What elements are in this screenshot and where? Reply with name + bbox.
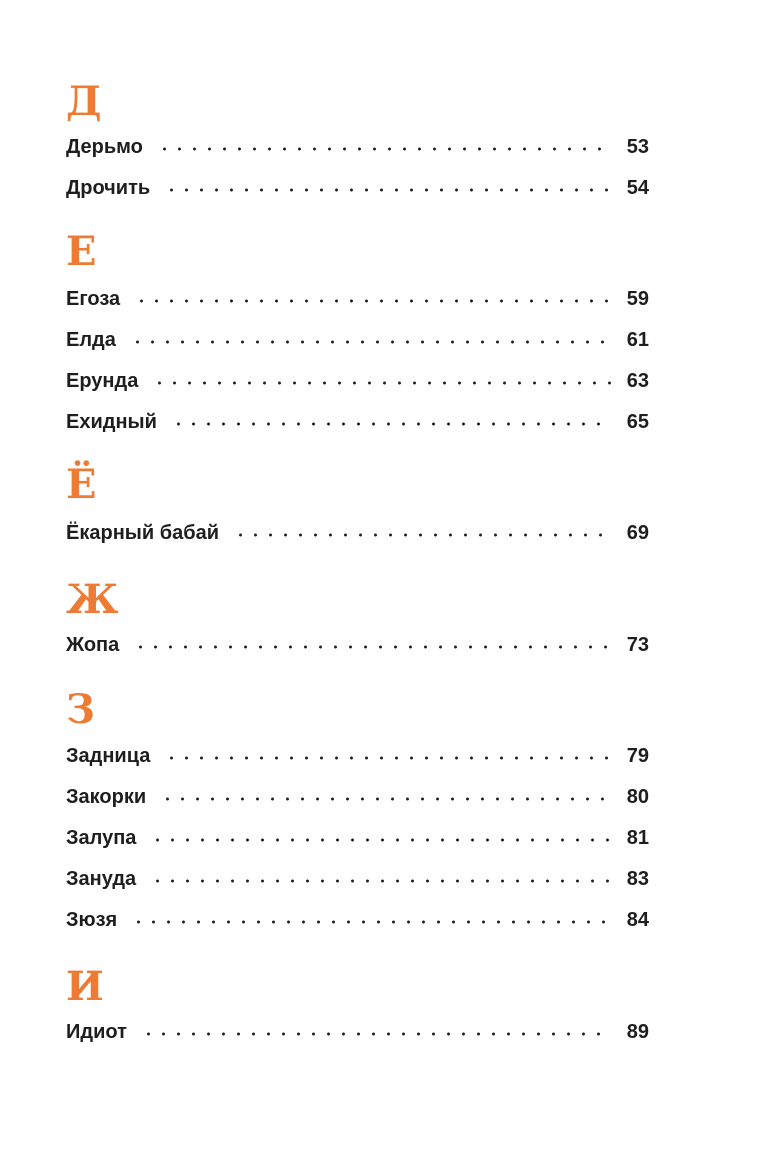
index-entry[interactable] — [66, 907, 649, 933]
entry-page-number: 84 — [626, 908, 649, 931]
index-entry[interactable] — [66, 632, 649, 658]
dot-leader — [141, 1032, 611, 1036]
entry-term: Задница — [66, 744, 151, 767]
index-entry[interactable] — [66, 175, 649, 201]
section-letter: И — [66, 963, 104, 1010]
index-entry[interactable] — [66, 134, 649, 160]
dot-leader — [164, 188, 611, 192]
index-entry[interactable] — [66, 520, 649, 546]
entry-term: Зануда — [66, 867, 137, 890]
entry-term: Дрочить — [66, 176, 151, 199]
entry-page-number: 83 — [626, 867, 649, 890]
entry-page-number: 89 — [626, 1020, 649, 1043]
section-letter: З — [66, 686, 95, 733]
entry-page-number: 73 — [626, 633, 649, 656]
entry-term: Зюзя — [66, 908, 118, 931]
index-entry[interactable] — [66, 866, 649, 892]
index-entry[interactable] — [66, 1019, 649, 1045]
index-entry[interactable] — [66, 825, 649, 851]
entry-term: Егоза — [66, 287, 121, 310]
entry-page-number: 81 — [626, 826, 649, 849]
entry-page-number: 59 — [626, 287, 649, 310]
index-entry[interactable] — [66, 409, 649, 435]
dot-leader — [171, 422, 611, 426]
dot-leader — [130, 340, 611, 344]
dot-leader — [164, 756, 611, 760]
section-letter: Е — [66, 228, 97, 275]
dot-leader — [157, 147, 611, 151]
section-letter: Ж — [66, 576, 119, 623]
section-letter: Ё — [66, 461, 97, 508]
dot-leader — [133, 645, 611, 649]
index-entry[interactable] — [66, 327, 649, 353]
entry-page-number: 79 — [626, 744, 649, 767]
entry-term: Ехидный — [66, 410, 157, 433]
index-entry[interactable] — [66, 368, 649, 394]
dot-leader — [233, 533, 611, 537]
entry-page-number: 53 — [626, 135, 649, 158]
section-letter: Д — [66, 78, 102, 125]
dot-leader — [152, 381, 611, 385]
entry-term: Ёкарный бабай — [66, 521, 219, 544]
dot-leader — [134, 299, 611, 303]
entry-term: Ерунда — [66, 369, 139, 392]
entry-page-number: 61 — [626, 328, 649, 351]
dot-leader — [150, 838, 611, 842]
entry-term: Жопа — [66, 633, 120, 656]
dot-leader — [131, 920, 611, 924]
entry-term: Закорки — [66, 785, 147, 808]
entry-page-number: 80 — [626, 785, 649, 808]
entry-term: Дерьмо — [66, 135, 143, 158]
entry-term: Идиот — [66, 1020, 127, 1043]
entry-term: Елда — [66, 328, 116, 351]
entry-page-number: 54 — [626, 176, 649, 199]
dot-leader — [160, 797, 611, 801]
dot-leader — [150, 879, 611, 883]
entry-page-number: 69 — [626, 521, 649, 544]
entry-page-number: 63 — [626, 369, 649, 392]
index-entry[interactable] — [66, 784, 649, 810]
index-entry[interactable] — [66, 743, 649, 769]
entry-term: Залупа — [66, 826, 137, 849]
index-entry[interactable] — [66, 286, 649, 312]
entry-page-number: 65 — [626, 410, 649, 433]
